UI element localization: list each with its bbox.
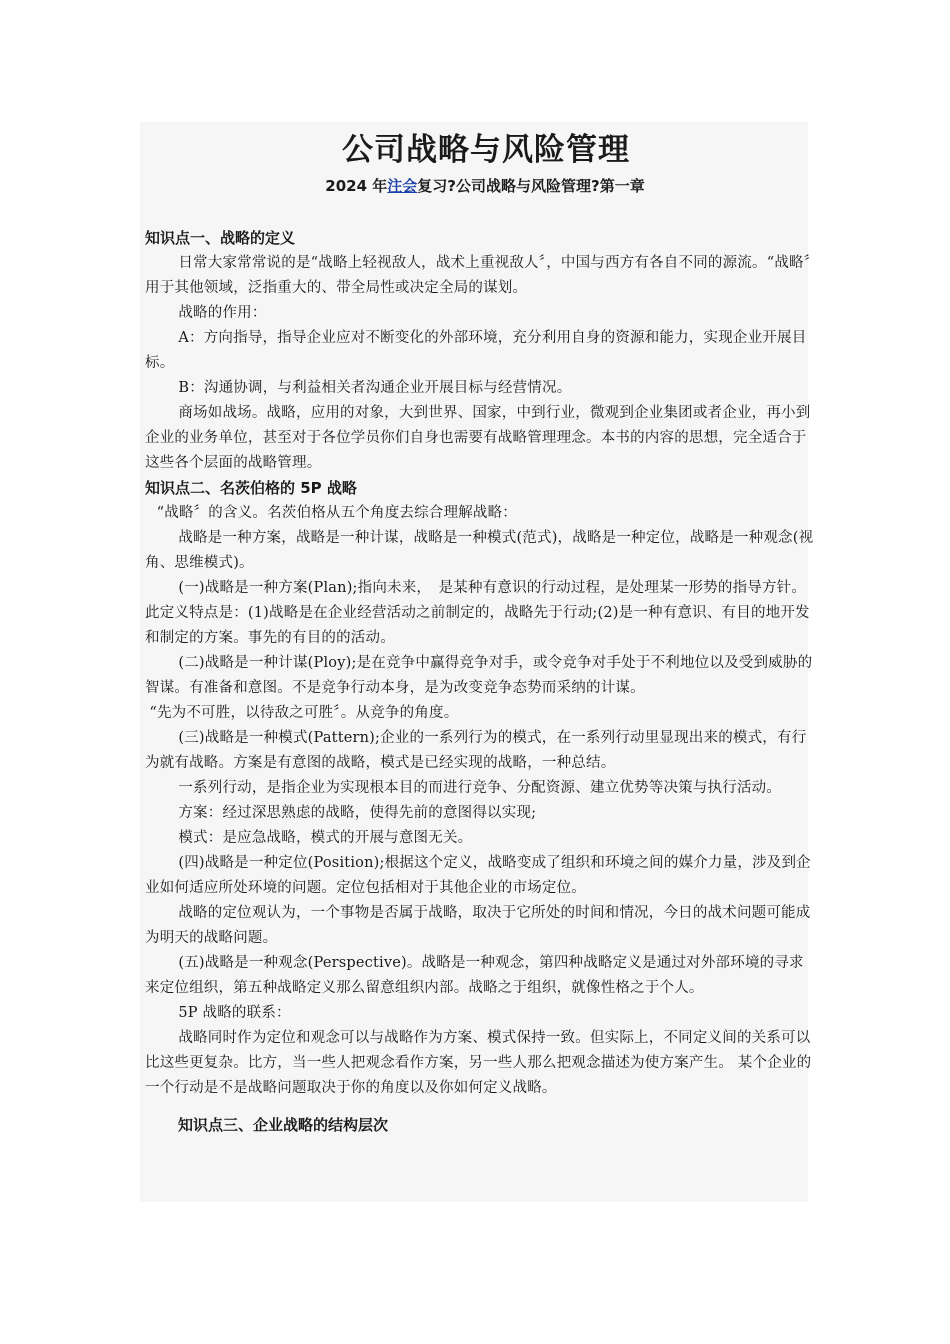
paragraph: 战略的定位观认为，一个事物是否属于战略，取决于它所处的时间和情况，今日的战术问题可能成为明天的战略问题。 (145, 905, 811, 946)
section-heading: 知识点二、名茨伯格的 5P 战略 (145, 479, 357, 497)
paragraph: A：方向指导，指导企业应对不断变化的外部环境，充分利用自身的资源和能力，实现企业开展目标。 (145, 330, 807, 371)
paragraph: 战略是一种方案，战略是一种计谋，战略是一种模式(范式)，战略是一种定位，战略是一种观念(视角、思维模式)。 (145, 530, 814, 571)
paragraph: 商场如战场。战略，应用的对象，大到世界、国家，中到行业，微观到企业集团或者企业，再小到企业的业务单位，甚至对于各位学员你们自身也需要有战略管理理念。本书的内容的思想，完全适合于这些各个层面的战略管理。 (145, 405, 811, 471)
paragraph: (三)战略是一种模式(Pattern);企业的一系列行为的模式，在一系列行动里显现出来的模式，有行为就有战略。方案是有意图的战略，模式是已经实现的战略，一种总结。 (145, 730, 807, 771)
document-subtitle (145, 174, 817, 198)
paragraph: “战略〞的含义。名茨伯格从五个角度去综合理解战略： (156, 505, 518, 521)
paragraph: (四)战略是一种定位(Position);根据这个定义，战略变成了组织和环境之间的媒介力量，涉及到企业如何适应所处环境的问题。定位包括相对于其他企业的市场定位。 (145, 855, 811, 896)
paragraph: 日常大家常常说的是“战略上轻视敌人，战术上重视敌人〞，中国与西方有各自不同的源流。“战略〞用于其他领域，泛指重大的、带全局性或决定全局的谋划。 (145, 255, 812, 296)
document-title: 公司战略与风险管理 (342, 132, 630, 168)
paragraph: 方案：经过深思熟虑的战略，使得先前的意图得以实现; (178, 805, 537, 821)
paragraph: 模式：是应急战略，模式的开展与意图无关。 (178, 830, 473, 846)
paragraph: (二)战略是一种计谋(Ploy);是在竞争中赢得竞争对手，或令竞争对手处于不利地位以及受到威胁的智谋。有准备和意图。不是竞争行动本身，是为改变竞争态势而采纳的计谋。 (145, 655, 813, 696)
paragraph: B：沟通协调，与利益相关者沟通企业开展目标与经营情况。 (178, 380, 572, 396)
quote-line: “先为不可胜，以待敌之可胜〞。从竞争的角度。 (149, 705, 459, 721)
paragraph: (一)战略是一种方案(Plan);指向未来， 是某种有意识的行动过程，是处理某一形势的指导方针。此定义特点是：(1)战略是在企业经营活动之前制定的，战略先于行动;(2)是一种有意识、有目的地开发和制定的方案。事先的有目的的活动。 (145, 580, 810, 646)
document-body (145, 128, 817, 1138)
section-heading: 知识点三、企业战略的结构层次 (178, 1116, 389, 1134)
subtitle-prefix: 2024 年 (325, 177, 388, 195)
paragraph: 战略的作用： (178, 305, 267, 321)
paragraph: 战略同时作为定位和观念可以与战略作为方案、模式保持一致。但实际上，不同定义间的关系可以比这些更复杂。比方，当一些人把观念看作方案，另一些人那么把观念描述为使方案产生。 某个企业的一个行动是不是战略问题取决于你的角度以及你如何定义战略。 (145, 1030, 812, 1096)
subtitle-suffix: 复习?公司战略与风险管理?第一章 (417, 177, 645, 195)
section-heading: 知识点一、战略的定义 (145, 229, 296, 247)
subtitle-link[interactable]: 注会 (387, 177, 418, 195)
paragraph: 5P 战略的联系： (178, 1005, 291, 1021)
paragraph: 一系列行动，是指企业为实现根本目的而进行竞争、分配资源、建立优势等决策与执行活动。 (178, 780, 782, 796)
paragraph: (五)战略是一种观念(Perspective)。战略是一种观念，第四种战略定义是通过对外部环境的寻求来定位组织，第五种战略定义那么留意组织内部。战略之于组织，就像性格之于个人。 (145, 955, 804, 996)
